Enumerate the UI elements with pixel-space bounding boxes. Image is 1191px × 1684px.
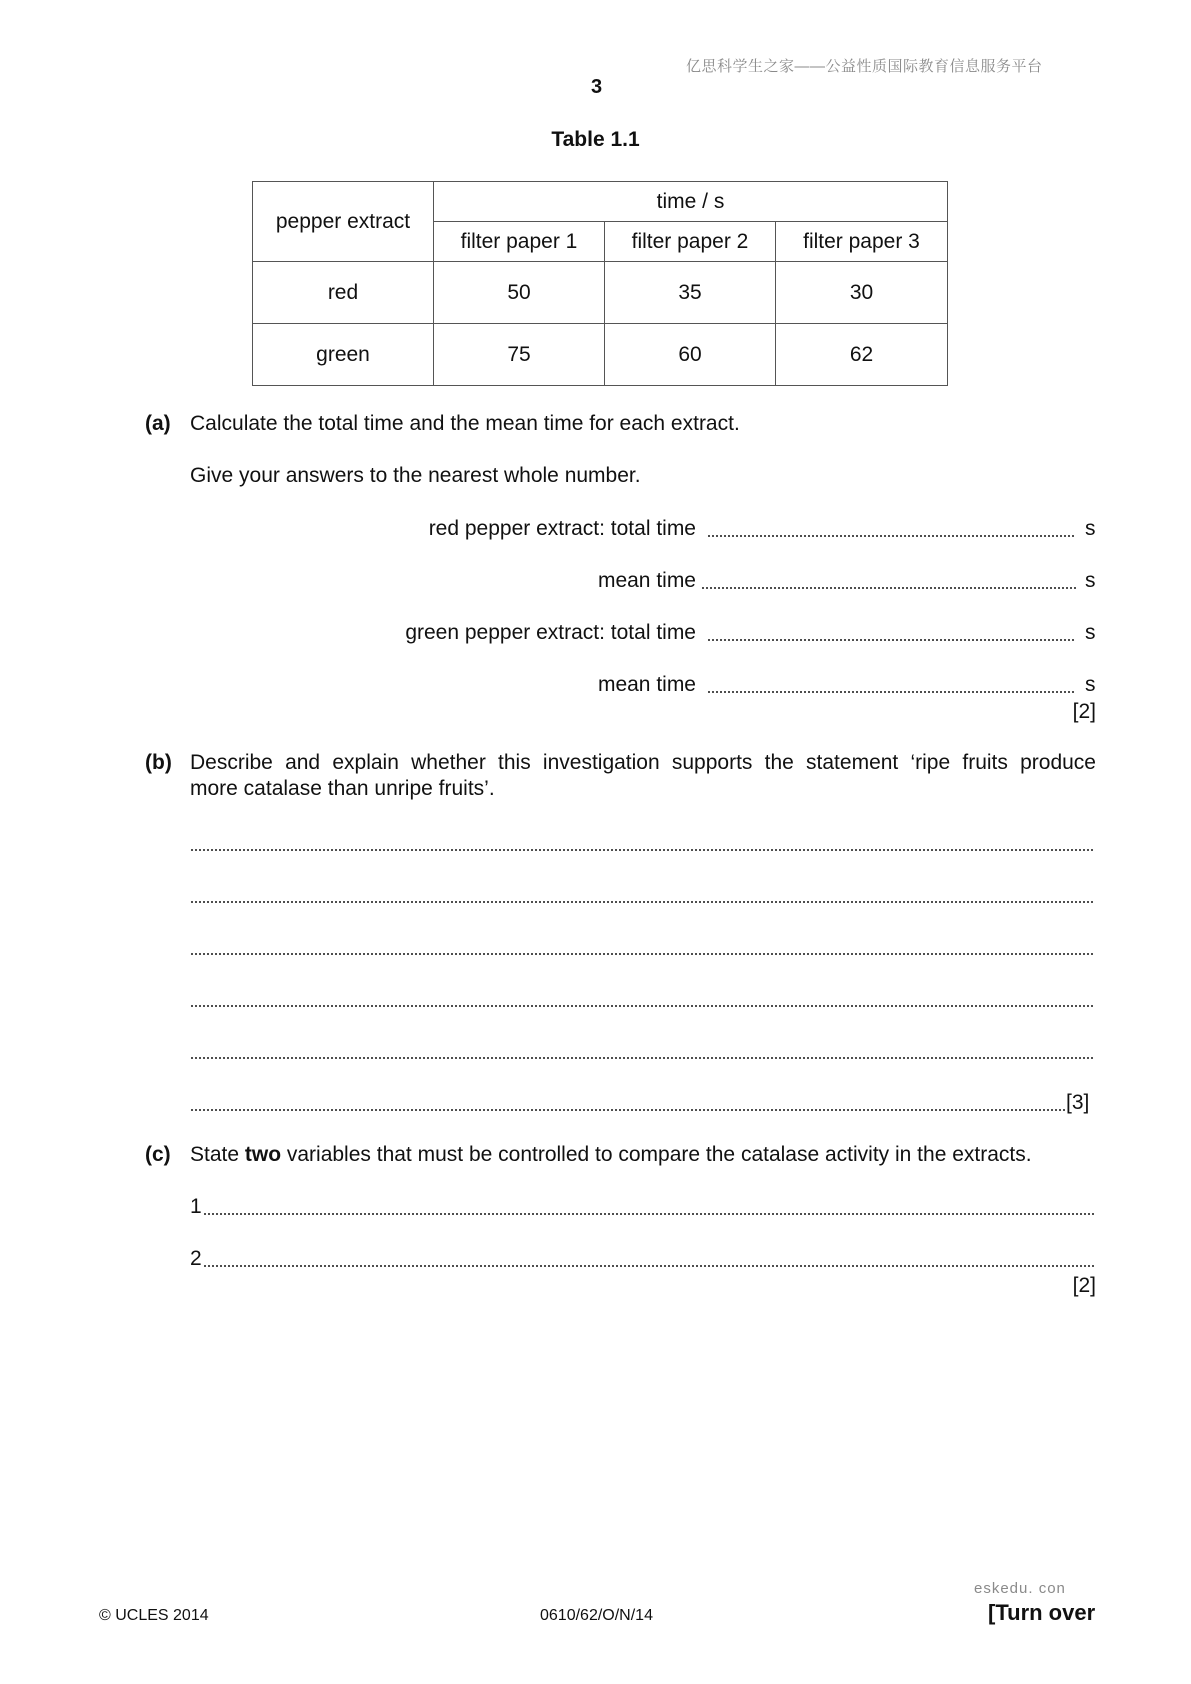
footer-copyright: © UCLES 2014 [99, 1607, 209, 1624]
answer-line[interactable] [190, 848, 1094, 852]
part-c-question [190, 1143, 1032, 1167]
table-cell: 35 [605, 262, 776, 324]
answer-line-variable-2[interactable] [203, 1264, 1094, 1268]
answer-prompt-red-mean: mean time [597, 569, 696, 592]
data-table [252, 181, 948, 386]
part-b-question-line-1: Describe and explain whether this investigation supports the statement ‘ripe fruits produce [190, 751, 1096, 774]
watermark-footer: eskedu. con [974, 1580, 1066, 1597]
answer-unit: s [1085, 673, 1096, 696]
answer-line[interactable] [190, 900, 1094, 904]
answer-line[interactable] [190, 952, 1094, 956]
part-a-marks: [2] [1072, 700, 1096, 723]
answer-unit: s [1085, 569, 1096, 592]
item-number-1: 1 [190, 1195, 202, 1218]
part-c-text-bold: two [244, 1143, 282, 1166]
answer-line-red-total[interactable] [707, 534, 1076, 538]
part-b-label: (b) [145, 751, 172, 774]
part-a-instruction: Give your answers to the nearest whole number. [190, 464, 641, 487]
answer-prompt-red-total: red pepper extract: total time [428, 517, 696, 540]
watermark-header: 亿思科学生之家——公益性质国际教育信息服务平台 [686, 58, 1043, 75]
answer-line-green-mean[interactable] [707, 690, 1076, 694]
page-number: 3 [591, 76, 603, 98]
table-cell-extract: red [253, 262, 434, 324]
table-header-filter-paper-1: filter paper 1 [434, 222, 605, 262]
answer-line-variable-1[interactable] [203, 1212, 1094, 1216]
answer-prompt-green-mean: mean time [597, 673, 696, 696]
table-cell: 30 [776, 262, 948, 324]
footer-code: 0610/62/O/N/14 [540, 1607, 653, 1624]
table-cell: 62 [776, 324, 948, 386]
part-c-text-after: variables that must be controlled to compare the catalase activity in the extracts. [281, 1143, 1032, 1166]
turn-over: [Turn over [988, 1600, 1096, 1625]
table-cell: 75 [434, 324, 605, 386]
table-header-filter-paper-3: filter paper 3 [776, 222, 948, 262]
answer-line[interactable] [190, 1108, 1066, 1112]
answer-line-green-total[interactable] [707, 638, 1076, 642]
table-row [253, 262, 948, 324]
table-cell: 50 [434, 262, 605, 324]
part-c-text-before: State [190, 1143, 245, 1166]
part-c-marks: [2] [1072, 1274, 1096, 1297]
answer-line-red-mean[interactable] [701, 586, 1076, 590]
part-a-label: (a) [145, 412, 171, 435]
table-header-time: time / s [434, 182, 948, 222]
answer-unit: s [1085, 517, 1096, 540]
answer-prompt-green-total: green pepper extract: total time [405, 621, 696, 644]
item-number-2: 2 [190, 1247, 202, 1270]
answer-line[interactable] [190, 1056, 1094, 1060]
part-a-question: Calculate the total time and the mean time for each extract. [190, 412, 740, 435]
part-b-question-line-2: more catalase than unripe fruits’. [190, 777, 495, 800]
answer-line[interactable] [190, 1004, 1094, 1008]
table-header-pepper-extract: pepper extract [253, 182, 434, 262]
table-header-filter-paper-2: filter paper 2 [605, 222, 776, 262]
table-cell: 60 [605, 324, 776, 386]
table-title: Table 1.1 [551, 128, 640, 151]
part-b-marks: [3] [1066, 1091, 1090, 1114]
table-cell-extract: green [253, 324, 434, 386]
answer-unit: s [1085, 621, 1096, 644]
part-c-label: (c) [145, 1143, 171, 1166]
table-row [253, 324, 948, 386]
